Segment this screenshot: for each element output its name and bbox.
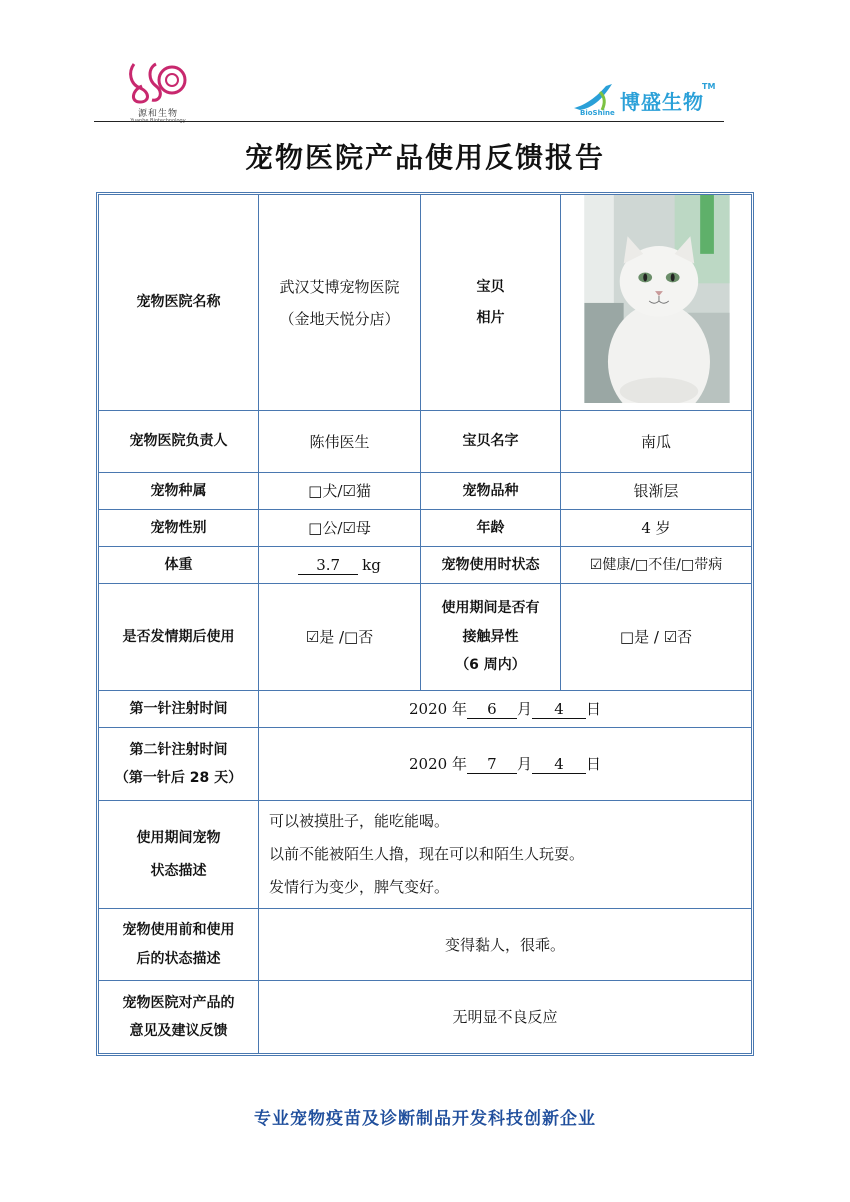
page-title: 宠物医院产品使用反馈报告 [244, 141, 605, 174]
weight-value [259, 547, 421, 584]
pet-photo [583, 195, 731, 403]
feedback-label [99, 981, 259, 1053]
species-option-dog: □犬 [308, 482, 338, 500]
second-shot-month: 7 [467, 755, 517, 774]
feedback-label-line2: 意见及建议反馈 [129, 1023, 228, 1039]
sex-separator: / [337, 519, 343, 537]
hospital-name-line2: （金地天悦分店） [279, 309, 400, 328]
breed-value: 银渐层 [561, 473, 751, 510]
desc-line-2: 以前不能被陌生人撸，现在可以和陌生人玩耍。 [269, 845, 585, 863]
status-value: ☑健康/□不佳/□带病 [561, 547, 751, 584]
estrus-value: ☑是 /□否 [259, 584, 421, 691]
feedback-label-line1: 宠物医院对产品的 [122, 994, 235, 1011]
footer-slogan: 专业宠物疫苗及诊断制品开发科技创新企业 [254, 1109, 596, 1129]
first-shot-day-unit: 日 [585, 700, 601, 718]
weight-label: 体重 [99, 547, 259, 584]
photo-label-line1: 宝贝 [476, 279, 505, 296]
hospital-name-line1: 武汉艾博宠物医院 [279, 277, 400, 296]
breed-label: 宠物品种 [421, 473, 561, 510]
first-shot-label: 第一针注射时间 [99, 691, 259, 728]
sex-option-female: ☑母 [342, 519, 371, 537]
species-option-cat: ☑猫 [342, 482, 371, 500]
yuanhe-logo-cn: 源和生物 [137, 109, 178, 119]
second-shot-date [259, 728, 751, 801]
first-shot-day: 4 [532, 700, 586, 719]
bioshine-logo-sub: BioShine [580, 109, 615, 117]
photo-label-line2: 相片 [476, 309, 505, 326]
desc-label-line2: 状态描述 [150, 862, 207, 879]
contact-label-line1: 使用期间是否有 [441, 600, 540, 617]
desc-line-3: 发情行为变少，脾气变好。 [269, 878, 450, 896]
first-shot-date [259, 691, 751, 728]
species-label: 宠物种属 [99, 473, 259, 510]
photo-cell [561, 195, 751, 411]
feedback-table [96, 192, 754, 1056]
feedback-value: 无明显不良反应 [452, 1008, 558, 1026]
species-value [259, 473, 421, 510]
bioshine-logo-name: 博盛生物 [620, 90, 704, 114]
manager-value: 陈伟医生 [259, 411, 421, 473]
bioshine-logo [572, 82, 724, 122]
before-after-label-line2: 后的状态描述 [136, 950, 221, 967]
sex-value [259, 510, 421, 547]
species-separator: / [337, 482, 343, 500]
yuanhe-logo [118, 58, 198, 128]
second-shot-month-unit: 月 [516, 755, 532, 773]
first-shot-year: 2020 年 [409, 700, 467, 718]
before-after-label [99, 909, 259, 981]
second-shot-day: 4 [532, 755, 586, 774]
desc-label [99, 801, 259, 909]
header-divider [94, 121, 724, 122]
desc-line-1: 可以被摸肚子，能吃能喝。 [269, 812, 450, 830]
contact-label-line3: （6 周内） [455, 657, 526, 674]
manager-label: 宠物医院负责人 [99, 411, 259, 473]
second-shot-day-unit: 日 [585, 755, 601, 773]
contact-value: □是 / ☑否 [561, 584, 751, 691]
contact-label-line2: 接触异性 [462, 628, 519, 645]
sex-option-male: □公 [308, 519, 338, 537]
bioshine-logo-tm: TM [702, 82, 716, 91]
bioshine-logo-mark-icon [572, 82, 618, 112]
age-label: 年龄 [421, 510, 561, 547]
sex-label: 宠物性别 [99, 510, 259, 547]
photo-label [421, 195, 561, 411]
hospital-name-value [259, 195, 421, 411]
second-shot-label [99, 728, 259, 801]
age-value: 4 岁 [561, 510, 751, 547]
before-after-value: 变得黏人，很乖。 [259, 909, 751, 981]
pet-name-value: 南瓜 [561, 411, 751, 473]
estrus-label: 是否发情期后使用 [99, 584, 259, 691]
hospital-name-label: 宠物医院名称 [99, 195, 259, 411]
weight-unit: kg [362, 556, 381, 574]
weight-number: 3.7 [298, 556, 358, 575]
second-shot-year: 2020 年 [409, 755, 467, 773]
desc-label-line1: 使用期间宠物 [136, 830, 221, 847]
yuanhe-logo-mark-icon [126, 58, 190, 106]
first-shot-month-unit: 月 [516, 700, 532, 718]
before-after-label-line1: 宠物使用前和使用 [122, 922, 235, 939]
status-label: 宠物使用时状态 [421, 547, 561, 584]
contact-label [421, 584, 561, 691]
first-shot-month: 6 [467, 700, 517, 719]
desc-value [259, 801, 751, 909]
second-shot-label-line1: 第二针注射时间 [129, 741, 228, 758]
pet-name-label: 宝贝名字 [421, 411, 561, 473]
second-shot-label-line2: （第一针后 28 天） [114, 770, 243, 786]
